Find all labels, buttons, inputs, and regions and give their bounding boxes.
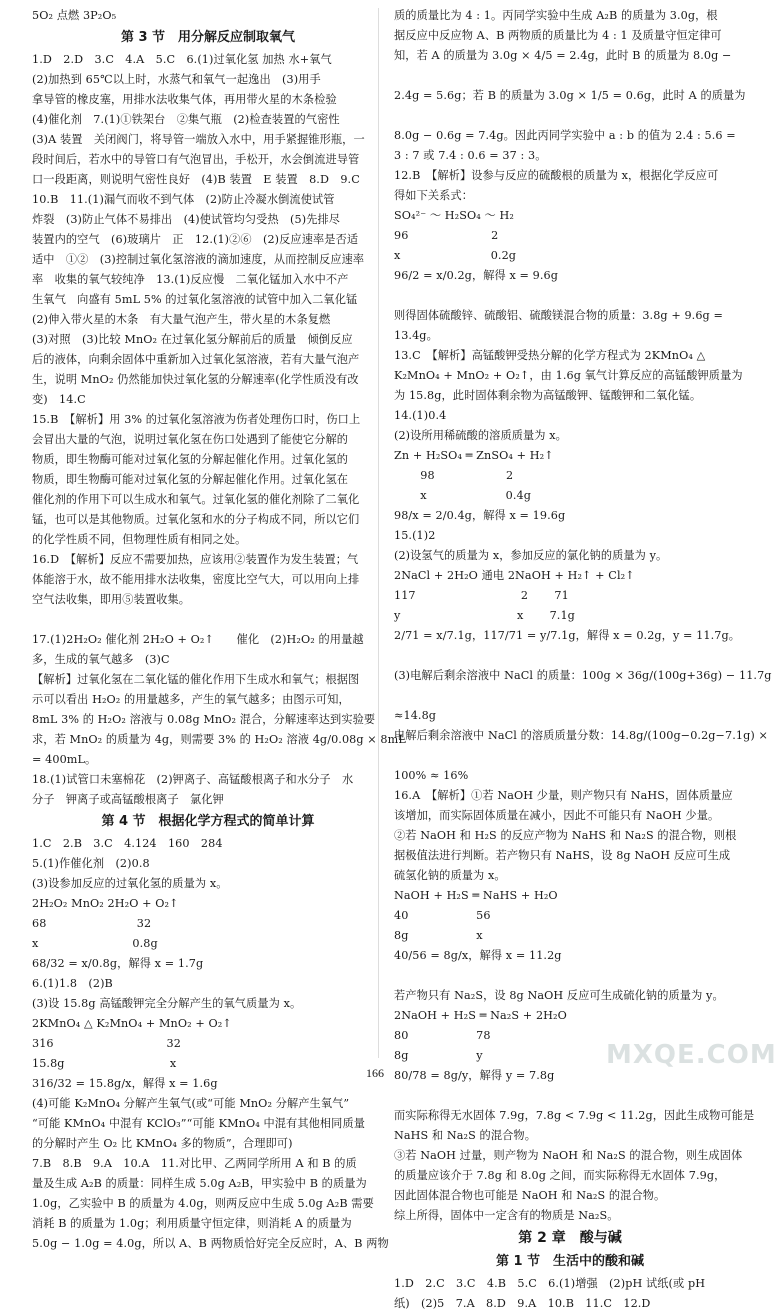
text-line: 电解后剩余溶液中 NaCl 的溶质质量分数：14.8g/(100g−0.2g−7.1g) × [394, 729, 768, 742]
text-line: 口一段距离，则说明气密性良好 (4)B 装置 E 装置 8.D 9.C [32, 173, 360, 186]
text-line: (3)对照 (3)比较 MnO₂ 在过氧化氢分解前后的质量 倾倒反应 [32, 333, 353, 346]
text-line: = 400mL。 [32, 753, 97, 766]
text-line: 装置内的空气 (6)玻璃片 正 12.(1)②⑥ (2)反应速率是否适 [32, 233, 359, 246]
text-line: 体能溶于水，故不能用排水法收集，密度比空气大，可以用向上排 [32, 573, 360, 586]
text-line: 80 78 [394, 1029, 491, 1042]
text-line: (2)设氢气的质量为 x，参加反应的氯化钠的质量为 y。 [394, 549, 668, 562]
text-line: 316/32 = 15.8g/x，解得 x = 1.6g [32, 1077, 218, 1090]
text-line: Zn + H₂SO₄ ═ ZnSO₄ + H₂↑ [394, 449, 554, 462]
text-line: 得如下关系式： [394, 189, 474, 202]
text-line: 后的液体，向剩余固体中重新加入过氧化氢溶液，若有大量气泡产 [32, 353, 360, 366]
text-line [394, 286, 746, 306]
text-line: 40 56 [394, 909, 491, 922]
text-line: 15.B 【解析】用 3% 的过氧化氢溶液为伤者处理伤口时，伤口上 [32, 413, 361, 426]
text-line: 知，若 A 的质量为 3.0g × 4/5 = 2.4g，此时 B 的质量为 8.0g − [394, 49, 732, 62]
text-line: 5.(1)作催化剂 (2)0.8 [32, 857, 150, 870]
text-line: 消耗 B 的质量为 1.0g；利用质量守恒定律，则消耗 A 的质量为 [32, 1217, 352, 1230]
text-line: 5O₂ 点燃 3P₂O₅ [32, 9, 117, 22]
text-line: 硫氢化钠的质量为 x。 [394, 869, 506, 882]
text-line: 2/71 = x/7.1g，117/71 = y/7.1g，解得 x = 0.2g，y = 11.7g。 [394, 629, 741, 642]
text-line: 的质量应该介于 7.8g 和 8.0g 之间，而实际称得无水固体 7.9g， [394, 1169, 726, 1182]
text-line: 16.A 【解析】①若 NaOH 少量，则产物只有 NaHS，固体质量应 [394, 789, 733, 802]
text-line: (3)设 15.8g 高锰酸钾完全分解产生的氧气质量为 x。 [32, 997, 302, 1010]
text-line: 空气法收集，即用⑤装置收集。 [32, 593, 191, 606]
text-line: 质的质量比为 4 : 1。丙同学实验中生成 A₂B 的质量为 3.0g，根 [394, 9, 718, 22]
text-line: 117 2 71 [394, 589, 569, 602]
text-line: 8.0g − 0.6g = 7.4g。因此丙同学实验中 a : b 的值为 2.4 : 5.6 = [394, 129, 736, 142]
text-line: 的分解时产生 O₂ 比 KMnO₄ 多的物质”，合理即可) [32, 1137, 293, 1150]
text-line: 【解析】过氧化氢在二氧化锰的催化作用下生成水和氧气；根据图 [32, 673, 360, 686]
text-line: 1.D 2.C 3.C 4.B 5.C 6.(1)增强 (2)pH 试纸(或 pH [394, 1277, 706, 1290]
text-line: (2)加热到 65℃以上时，水蒸气和氧气一起逸出 (3)用手 [32, 73, 321, 86]
text-line: 而实际称得无水固体 7.9g，7.8g < 7.9g < 11.2g，因此生成物可能是 [394, 1109, 755, 1122]
text-line: (4)可能 K₂MnO₄ 分解产生氧气(或“可能 MnO₂ 分解产生氧气” [32, 1097, 350, 1110]
text-line: 2.4g = 5.6g；若 B 的质量为 3.0g × 1/5 = 0.6g，此时 A 的质量为 [394, 89, 746, 102]
text-line: 2H₂O₂ MnO₂ 2H₂O + O₂↑ [32, 897, 179, 910]
text-line: (3)设参加反应的过氧化氢的质量为 x。 [32, 877, 228, 890]
right-column [394, 6, 772, 1314]
text-line: 生，说明 MnO₂ 仍然能加快过氧化氢的分解速率(化学性质没有改 [32, 373, 359, 386]
text-line: 段时间后，若水中的导管口有气泡冒出，手松开，水会倒流进导管 [32, 153, 360, 166]
text-line: x 0.4g [394, 489, 532, 502]
text-line: 物质，即生物酶可能对过氧化氢的分解起催化作用。过氧化氢在 [32, 473, 349, 486]
text-line: 96/2 = x/0.2g，解得 x = 9.6g [394, 269, 559, 282]
watermark-text: MXQE.COM [606, 1040, 777, 1070]
text-line: NaHS 和 Na₂S 的混合物。 [394, 1129, 536, 1142]
text-line: 纸) (2)5 7.A 8.D 9.A 10.B 11.C 12.D [394, 1297, 651, 1310]
text-line: x 0.2g [394, 249, 517, 262]
text-line: 96 2 [394, 229, 499, 242]
text-line: 2NaCl + 2H₂O 通电 2NaOH + H₂↑ + Cl₂↑ [394, 569, 635, 582]
text-line [32, 610, 384, 630]
text-line: 为 15.8g，此时固体剩余物为高锰酸钾、锰酸钾和二氧化锰。 [394, 389, 702, 402]
text-line: ②若 NaOH 和 H₂S 的反应产物为 NaHS 和 Na₂S 的混合物，则根 [394, 829, 737, 842]
text-line: 因此固体混合物也可能是 NaOH 和 Na₂S 的混合物。 [394, 1189, 666, 1202]
text-line: 则得固体硫酸锌、硫酸铝、硫酸镁混合物的质量：3.8g + 9.6g = [394, 309, 723, 322]
text-line: 求，若 MnO₂ 的质量为 4g，则需要 3% 的 H₂O₂ 溶液 4g/0.08g × 8mL [32, 733, 406, 746]
section-heading: 第 3 节 用分解反应制取氧气 [120, 30, 296, 45]
text-line: “可能 KMnO₄ 中混有 KClO₃”“可能 KMnO₄ 中混有其他相同质量 [32, 1117, 366, 1130]
text-line: 1.D 2.D 3.C 4.A 5.C 6.(1)过氧化氢 加热 水+氧气 [32, 53, 332, 66]
text-line: 拿导管的橡皮塞，用排水法收集气体，再用带火星的木条检验 [32, 93, 337, 106]
text-line: (2)设所用稀硫酸的溶质质量为 x。 [394, 429, 567, 442]
text-line: NaOH + H₂S ═ NaHS + H₂O [394, 889, 558, 902]
text-line: 68 32 [32, 917, 152, 930]
watermark-logo [606, 1040, 777, 1084]
text-line: (3)电解后剩余溶液中 NaCl 的质量：100g × 36g/(100g+36g) − 11.7g [394, 669, 772, 682]
text-line: 68/32 = x/0.8g，解得 x = 1.7g [32, 957, 204, 970]
text-line [394, 646, 746, 666]
text-line: 的化学性质不同，但物理性质有相同之处。 [32, 533, 247, 546]
text-line: 10.B 11.(1)漏气而收不到气体 (2)防止冷凝水倒流使试管 [32, 193, 335, 206]
text-line: (2)伸入带火星的木条 有大量气泡产生，带火星的木条复燃 [32, 313, 331, 326]
section-heading: 第 4 节 根据化学方程式的简单计算 [101, 814, 315, 829]
text-line: ≈14.8g [394, 709, 437, 722]
text-line: 7.B 8.B 9.A 10.A 11.对比甲、乙两同学所用 A 和 B 的质 [32, 1157, 357, 1170]
text-line: 变) 14.C [32, 393, 86, 406]
text-line: 12.B 【解析】设参与反应的硫酸根的质量为 x，根据化学反应可 [394, 169, 719, 182]
text-line: 2NaOH + H₂S ═ Na₂S + 2H₂O [394, 1009, 567, 1022]
text-line: 15.(1)2 [394, 529, 436, 542]
text-line: 适中 ①② (3)控制过氧化氢溶液的滴加速度，从而控制反应速率 [32, 253, 365, 266]
text-line: 催化剂的作用下可以生成水和氧气。过氧化氢的催化剂除了二氧化 [32, 493, 360, 506]
text-line: 8g x [394, 929, 483, 942]
text-line: 6.(1)1.8 (2)B [32, 977, 113, 990]
text-line [394, 686, 746, 706]
text-line: 1.C 2.B 3.C 4.124 160 284 [32, 837, 223, 850]
text-line: 综上所得，固体中一定含有的物质是 Na₂S。 [394, 1209, 619, 1222]
text-line: 40/56 = 8g/x，解得 x = 11.2g [394, 949, 562, 962]
text-line: 13.4g。 [394, 329, 438, 342]
text-line: 80/78 = 8g/y，解得 y = 7.8g [394, 1069, 555, 1082]
text-line: 8g y [394, 1049, 483, 1062]
text-line: 量及生成 A₂B 的质量：同样生成 5.0g A₂B，甲实验中 B 的质量为 [32, 1177, 367, 1190]
text-line: 98/x = 2/0.4g，解得 x = 19.6g [394, 509, 566, 522]
text-line: 2KMnO₄ △ K₂MnO₄ + MnO₂ + O₂↑ [32, 1017, 232, 1030]
text-line: 16.D 【解析】反应不需要加热，应该用②装置作为发生装置；气 [32, 553, 359, 566]
page-number: 166 [366, 1066, 384, 1080]
text-line: 8mL 3% 的 H₂O₂ 溶液与 0.08g MnO₂ 混合，分解速率达到实验要 [32, 713, 376, 726]
text-line [394, 66, 746, 86]
text-line: 若产物只有 Na₂S，设 8g NaOH 反应可生成硫化钠的质量为 y。 [394, 989, 724, 1002]
text-line: 1.0g，乙实验中 B 的质量为 4.0g，则两反应中生成 5.0g A₂B 需要 [32, 1197, 374, 1210]
text-line: 13.C 【解析】高锰酸钾受热分解的化学方程式为 2KMnO₄ △ [394, 349, 706, 362]
chapter-heading: 第 2 章 酸与碱 [518, 1230, 622, 1246]
text-line: 多，生成的氧气越多 (3)C [32, 653, 170, 666]
text-line: 物质，即生物酶可能对过氧化氢的分解起催化作用。过氧化氢的 [32, 453, 349, 466]
text-line: 分子 钾离子或高锰酸根离子 氯化钾 [32, 793, 224, 806]
text-line: SO₄²⁻ ～ H₂SO₄ ～ H₂ [394, 209, 514, 222]
text-line: 3 : 7 或 7.4 : 0.6 = 37 : 3。 [394, 149, 547, 162]
text-line: 15.8g x [32, 1057, 177, 1070]
text-line: 生氧气 向盛有 5mL 5% 的过氧化氢溶液的试管中加入二氧化锰 [32, 293, 358, 306]
text-line: 据极值法进行判断。若产物只有 NaHS，设 8g NaOH 反应可生成 [394, 849, 731, 862]
text-line: 17.(1)2H₂O₂ 催化剂 2H₂O + O₂↑ 催化 (2)H₂O₂ 的用量越 [32, 633, 364, 646]
text-line: x 0.8g [32, 937, 158, 950]
text-line [394, 746, 746, 766]
text-line: 锰，也可以是其他物质。过氧化氢和水的分子构成不同，所以它们 [32, 513, 360, 526]
text-line: 316 32 [32, 1037, 181, 1050]
text-line: 14.(1)0.4 [394, 409, 447, 422]
text-line: 会冒出大量的气泡，说明过氧化氢在伤口处遇到了能使它分解的 [32, 433, 349, 446]
text-line: 率 收集的氧气较纯净 13.(1)反应慢 二氧化锰加入水中不产 [32, 273, 349, 286]
text-line: 18.(1)试管口未塞棉花 (2)钾离子、高锰酸根离子和水分子 水 [32, 773, 354, 786]
text-line [394, 966, 746, 986]
text-line: y x 7.1g [394, 609, 575, 622]
text-line: (4)催化剂 7.(1)①铁架台 ②集气瓶 (2)检查装置的气密性 [32, 113, 340, 126]
text-line: 该增加，而实际固体质量在减小，因此不可能只有 NaOH 少量。 [394, 809, 720, 822]
text-line: 据反应中反应物 A、B 两物质的质量比为 4 : 1 及质量守恒定律可 [394, 29, 722, 42]
text-line: 示可以看出 H₂O₂ 的用量越多，产生的氧气越多；由图示可知， [32, 693, 350, 706]
text-line: 5.0g − 1.0g = 4.0g，所以 A、B 两物质恰好完全反应时，A、B 两物 [32, 1237, 389, 1250]
text-line [394, 1086, 746, 1106]
section-heading: 第 1 节 生活中的酸和碱 [495, 1254, 645, 1269]
text-line: K₂MnO₄ + MnO₂ + O₂↑，由 1.6g 氧气计算反应的高锰酸钾质量为 [394, 369, 743, 382]
text-line: (3)A 装置 关闭阀门，将导管一端放入水中，用手紧握锥形瓶，一 [32, 133, 365, 146]
text-line: 100% ≈ 16% [394, 769, 469, 782]
text-line: ③若 NaOH 过量，则产物为 NaOH 和 Na₂S 的混合物，则生成固体 [394, 1149, 743, 1162]
text-line [394, 106, 746, 126]
text-line: 炸裂 (3)防止气体不易排出 (4)使试管均匀受热 (5)先排尽 [32, 213, 341, 226]
text-line: 98 2 [394, 469, 514, 482]
